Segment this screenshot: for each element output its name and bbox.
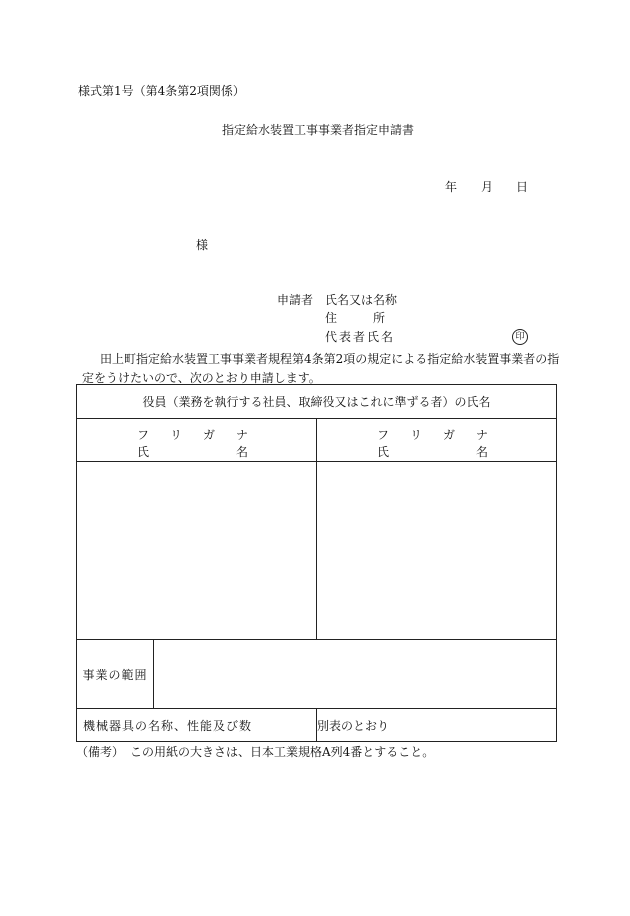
date-year: 年	[445, 180, 458, 194]
applicant-address-field: 住 所	[325, 311, 386, 325]
note: （備考） この用紙の大きさは、日本工業規格A列4番とすること。	[76, 745, 435, 759]
date-day: 日	[516, 180, 529, 194]
application-statement: 田上町指定給水装置工事事業者規程第4条第2項の規定による指定給水装置事業者の指定をうけたいので、次のとおり申請します。	[82, 352, 560, 385]
applicant-representative-field: 代表者氏名	[325, 330, 396, 344]
officers-column-right	[317, 419, 557, 462]
officers-names-right-field[interactable]	[317, 462, 557, 640]
seal-mark: 印	[512, 329, 528, 345]
business-scope-label: 事業の範囲	[77, 640, 154, 709]
furigana-label: フ リ ガ ナ	[377, 428, 489, 442]
form-number: 様式第1号（第4条第2項関係）	[78, 84, 245, 98]
applicant-label: 申請者	[277, 293, 314, 307]
equipment-label: 機械器具の名称、性能及び数	[77, 709, 317, 742]
name-label: 氏 名	[137, 445, 248, 459]
officers-column-left	[77, 419, 317, 462]
applicant-name-field: 氏名又は名称	[325, 293, 398, 307]
equipment-value[interactable]: 別表のとおり	[317, 709, 557, 742]
officers-table-header: 役員（業務を執行する社員、取締役又はこれに準ずる者）の氏名	[77, 385, 557, 419]
date-month: 月	[481, 180, 494, 194]
business-scope-field[interactable]	[154, 640, 557, 709]
addressee-suffix: 様	[196, 238, 209, 252]
officers-names-left-field[interactable]	[77, 462, 317, 640]
document-title: 指定給水装置工事事業者指定申請書	[221, 123, 414, 137]
furigana-label: フ リ ガ ナ	[137, 428, 248, 442]
officers-table	[76, 384, 557, 742]
name-label: 氏 名	[377, 445, 489, 459]
